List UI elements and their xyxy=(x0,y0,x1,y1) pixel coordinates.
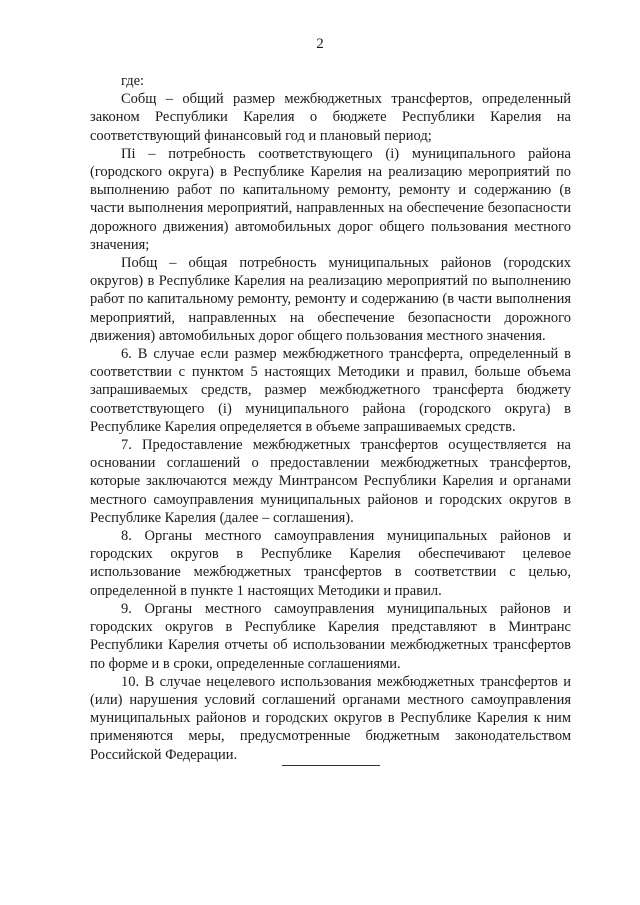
end-separator-line xyxy=(282,765,380,766)
paragraph-item-8: 8. Органы местного самоуправления муниципальных районов и городских округов в Республике Карелия обеспечивают целевое использование межбюджетных трансфертов в соответствии с целью, определенной в пункте 1 настоящих Методики и правил. xyxy=(90,528,571,599)
paragraph-definition-sobsh: Собщ – общий размер межбюджетных трансфертов, определенный законом Республики Карелия о бюджете Республики Карелия на соответствующий финансовый год и плановый период; xyxy=(90,91,571,144)
paragraph-definition-pobsh: Побщ – общая потребность муниципальных районов (городских округов) в Республике Карелия на реализацию мероприятий по выполнению работ по капитальному ремонту, ремонту и содержанию (в части выполнения мероприятий, направленных на обеспечение безопасности дорожного движения) автомобильных дорог общего пользования местного значения. xyxy=(90,255,571,344)
page-number: 2 xyxy=(316,36,324,52)
document-body xyxy=(90,72,571,764)
paragraph-item-10: 10. В случае нецелевого использования межбюджетных трансфертов и (или) нарушения условий соглашений органами местного самоуправления муниципальных районов и городских округов в Республике Карелия к ним применяются меры, предусмотренные бюджетным законодательством Российской Федерации. xyxy=(90,673,571,763)
paragraph-item-6: 6. В случае если размер межбюджетного трансферта, определенный в соответствии с пунктом 5 настоящих Методики и правил, больше объема запрашиваемых средств, размер межбюджетного трансферта бюджету соответствующего (i) муниципального района (городского округа) в Республике Карелия определяется в объеме запрашиваемых средств. xyxy=(90,346,571,435)
paragraph-item-7: 7. Предоставление межбюджетных трансфертов осуществляется на основании соглашений о предоставлении межбюджетных трансфертов, которые заключаются между Минтрансом Республики Карелия и органами местного самоуправления муниципальных районов и городских округов в Республике Карелия (далее – соглашения). xyxy=(90,437,571,526)
paragraph-where: где: xyxy=(121,73,145,89)
paragraph-item-9: 9. Органы местного самоуправления муниципальных районов и городских округов в Республике Карелия представляют в Минтранс Республики Карелия отчеты об использовании межбюджетных трансфертов по форме и в сроки, определенные соглашениями. xyxy=(90,600,571,672)
paragraph-definition-pi: Пi – потребность соответствующего (i) муниципального района (городского округа) в Республике Карелия на реализацию мероприятий по выполнению работ по капитальному ремонту, ремонту и содержанию (в части выполнения мероприятий, направленных на обеспечение безопасности дорожного движения) автомобильных дорог общего пользования местного значения; xyxy=(90,145,571,253)
